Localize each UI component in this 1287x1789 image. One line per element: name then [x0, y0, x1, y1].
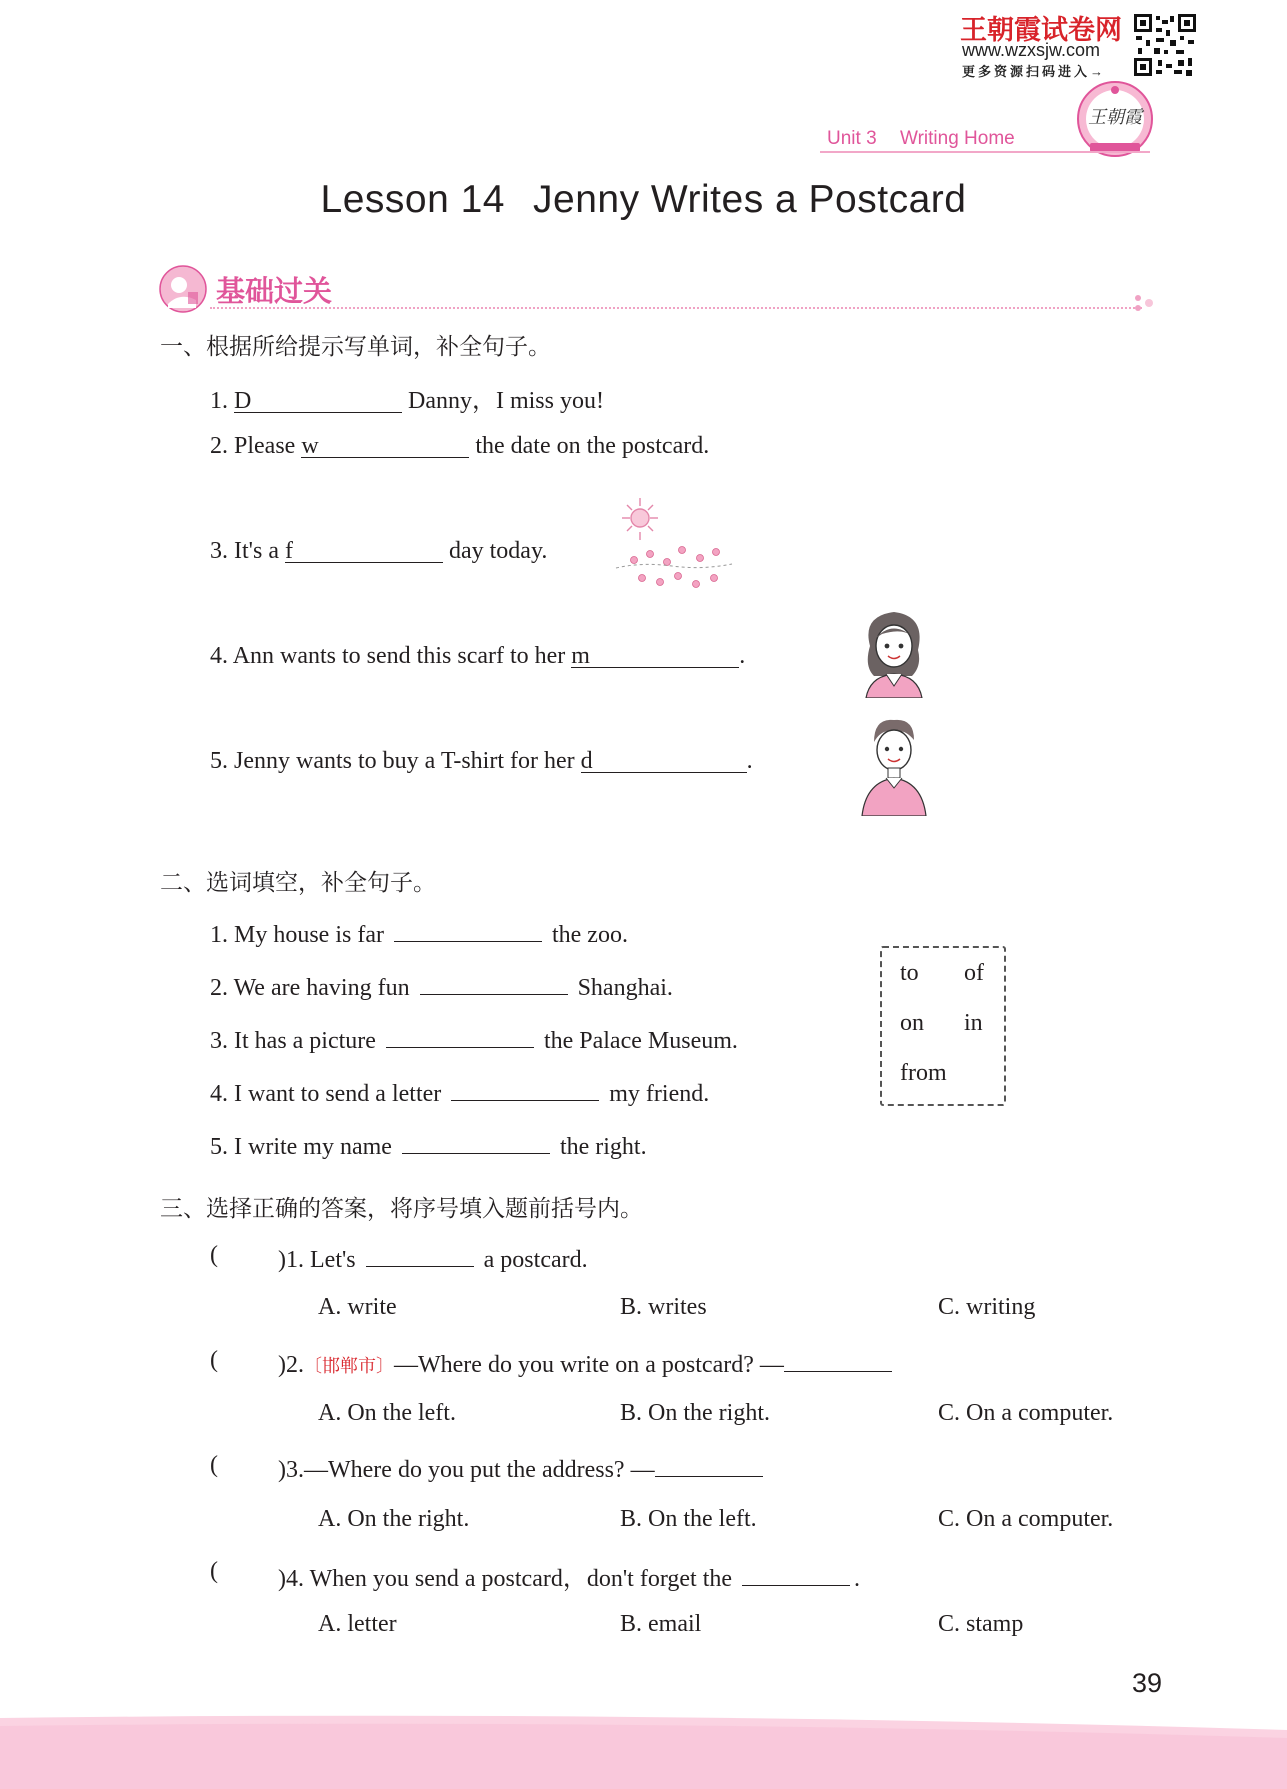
answer-blank[interactable] — [420, 970, 568, 995]
answer-blank[interactable] — [386, 1023, 534, 1048]
part2-q2: 2. We are having fun Shanghai. — [210, 970, 673, 1002]
part3-q3: )3.—Where do you put the address? — — [278, 1452, 763, 1484]
answer-blank[interactable]: D — [234, 388, 402, 413]
word-bank-item: of — [964, 960, 984, 986]
sunny-flowers-illustration — [612, 496, 736, 596]
part1-q3: 3. It's a f day today. — [210, 538, 548, 564]
answer-blank[interactable]: w — [301, 433, 469, 458]
qr-code-icon[interactable] — [1132, 12, 1198, 78]
father-illustration — [852, 712, 934, 816]
part3-q2: )2.〔邯郸市〕—Where do you write on a postcard? — — [278, 1347, 892, 1379]
seal-text: 王朝霞 — [1088, 107, 1142, 127]
unit-title: Writing Home — [900, 128, 1015, 149]
answer-blank[interactable] — [394, 917, 542, 942]
part2-q1: 1. My house is far the zoo. — [210, 917, 628, 949]
part2-q5: 5. I write my name the right. — [210, 1129, 647, 1161]
word-bank-item: in — [964, 1010, 983, 1036]
answer-blank[interactable]: f — [285, 538, 443, 563]
answer-blank[interactable] — [451, 1076, 599, 1101]
answer-paren[interactable]: ( — [210, 1558, 218, 1584]
brand-url: www.wzxsjw.com — [962, 40, 1101, 60]
option-c[interactable]: C. writing — [938, 1294, 1036, 1320]
mother-illustration — [852, 606, 934, 698]
answer-blank[interactable]: m — [571, 643, 739, 668]
answer-blank[interactable] — [655, 1452, 763, 1477]
part1-q5: 5. Jenny wants to buy a T-shirt for her d . — [210, 748, 753, 774]
option-a[interactable]: A. On the right. — [318, 1506, 470, 1532]
lesson-name: Jenny Writes a Postcard — [533, 178, 967, 221]
option-a[interactable]: A. On the left. — [318, 1400, 456, 1426]
word-bank — [880, 946, 1006, 1106]
option-c[interactable]: C. On a computer. — [938, 1400, 1114, 1426]
answer-blank[interactable] — [366, 1242, 474, 1267]
decorative-dots-icon — [1132, 292, 1162, 316]
word-bank-item: on — [900, 1010, 924, 1036]
header-divider — [820, 151, 1150, 153]
part3-q1: )1. Let's a postcard. — [278, 1242, 588, 1274]
part1-q1: 1. D Danny，I miss you! — [210, 388, 604, 414]
option-a[interactable]: A. write — [318, 1294, 397, 1320]
answer-paren[interactable]: ( — [210, 1452, 218, 1478]
option-c[interactable]: C. stamp — [938, 1611, 1024, 1637]
part2-q4: 4. I want to send a letter my friend. — [210, 1076, 709, 1108]
answer-paren[interactable]: ( — [210, 1242, 218, 1268]
option-b[interactable]: B. writes — [620, 1294, 707, 1320]
word-bank-item: to — [900, 960, 919, 986]
brand-hint: 更多资源扫码进入→ — [962, 64, 1107, 79]
section-badge-icon — [158, 264, 208, 314]
answer-blank[interactable] — [402, 1129, 550, 1154]
brand-name: 王朝霞试卷网 — [960, 15, 1122, 45]
lesson-number: Lesson 14 — [320, 178, 505, 221]
part3-q4: )4. When you send a postcard，don't forget the . — [278, 1558, 860, 1593]
option-b[interactable]: B. email — [620, 1611, 702, 1637]
part1-q4: 4. Ann wants to send this scarf to her m . — [210, 643, 746, 669]
footer-band — [0, 1712, 1287, 1789]
part2-q3: 3. It has a picture the Palace Museum. — [210, 1023, 738, 1055]
answer-blank[interactable]: d — [581, 748, 747, 773]
part1-heading: 一、根据所给提示写单词，补全句子。 — [160, 334, 551, 360]
option-a[interactable]: A. letter — [318, 1611, 397, 1637]
answer-blank[interactable] — [784, 1347, 892, 1372]
option-b[interactable]: B. On the left. — [620, 1506, 757, 1532]
page-number: 39 — [1132, 1668, 1163, 1698]
region-tag: 〔邯郸市〕 — [304, 1356, 394, 1377]
option-b[interactable]: B. On the right. — [620, 1400, 770, 1426]
unit-label: Unit 3 — [827, 128, 877, 149]
option-c[interactable]: C. On a computer. — [938, 1506, 1114, 1532]
lesson-title — [0, 178, 1287, 222]
part3-heading: 三、选择正确的答案，将序号填入题前括号内。 — [160, 1196, 643, 1222]
answer-blank[interactable] — [742, 1561, 850, 1586]
part2-heading: 二、选词填空，补全句子。 — [160, 870, 436, 896]
word-bank-item: from — [900, 1060, 947, 1086]
part1-q2: 2. Please w the date on the postcard. — [210, 433, 710, 459]
section-divider — [210, 307, 1142, 309]
answer-paren[interactable]: ( — [210, 1347, 218, 1373]
section-title: 基础过关 — [216, 276, 333, 308]
